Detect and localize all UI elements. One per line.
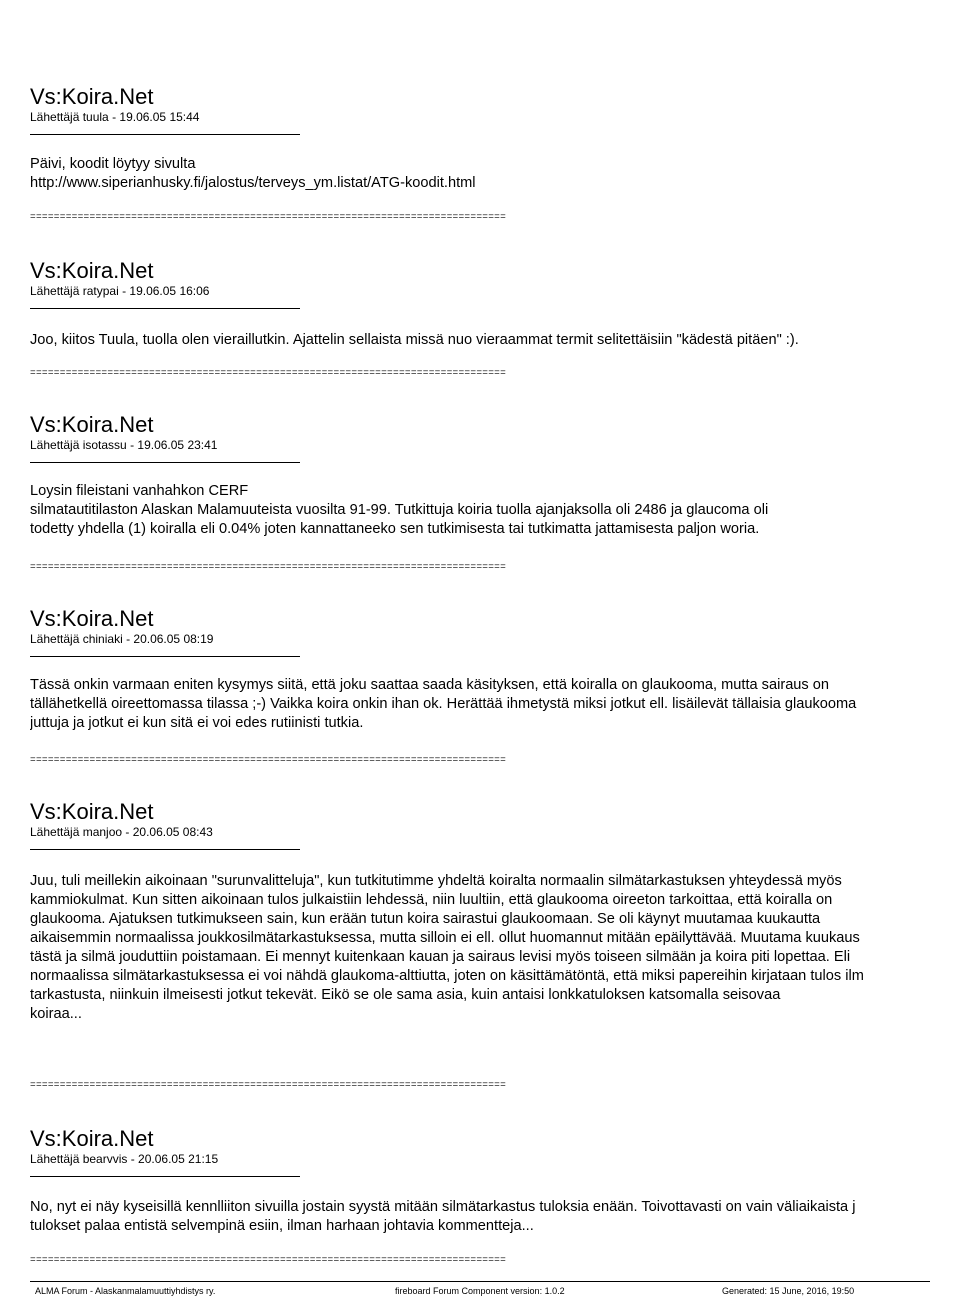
- separator: ================================================================================: [30, 561, 507, 572]
- separator: ================================================================================: [30, 754, 507, 765]
- footer-generated-date: Generated: 15 June, 2016, 19:50: [722, 1286, 855, 1296]
- post-title: Vs:Koira.Net: [30, 606, 154, 631]
- post-meta: Lähettäjä ratypai - 19.06.05 16:06: [30, 284, 210, 298]
- post-meta: Lähettäjä bearvvis - 20.06.05 21:15: [30, 1152, 219, 1166]
- post-line: tällähetkellä oireettomassa tilassa ;-) Vaikka koira onkin ihan ok. Herättää ihmetystä miksi jotkut ell. lisäilevät tällaisia glaukooma: [30, 696, 857, 712]
- post-line: glaukooma. Ajatuksen tutkimukseen sain, kun erään tutun koira sairastui glaukoomaan. Se oli käynyt muutamaa kuukautta: [30, 911, 821, 927]
- post-meta: Lähettäjä isotassu - 19.06.05 23:41: [30, 438, 218, 452]
- page-footer: [30, 1281, 930, 1296]
- post: [30, 1128, 960, 1236]
- post-body: [30, 676, 960, 733]
- post-line: tulokset palaa entistä selvempinä esiin, ilman harhaan johtavia kommentteja...: [30, 1218, 534, 1234]
- post-line: Juu, tuli meillekin aikoinaan "surunvalitteluja", kun tutkitutimme yhdeltä koiralta normaalin silmätarkastuksen yhteydessä myös: [30, 873, 842, 889]
- post-title: Vs:Koira.Net: [30, 258, 154, 283]
- post-line: Loysin fileistani vanhahkon CERF: [30, 483, 249, 499]
- post-line: No, nyt ei näy kyseisillä kennlliiton sivuilla jostain syystä mitään silmätarkastus tuloksia enään. Toivottavasti on vain väliaikaista j: [30, 1199, 856, 1215]
- footer-site-name: ALMA Forum - Alaskanmalamuuttiyhdistys ry.: [35, 1286, 216, 1296]
- post-line: tästä ja silmä jouduttiin poistamaan. Ei mennyt kuitenkaan kauan ja sairaus levisi myös toiseen silmään ja koira piti lopettaa. Eli: [30, 949, 851, 965]
- post-line: todetty yhdella (1) koiralla eli 0.04% joten kannattaneeko sen tutkimisesta tai tutkimatta jattamisesta paljon woria.: [30, 521, 760, 537]
- separator: ================================================================================: [30, 1254, 507, 1265]
- post-divider: [30, 462, 300, 463]
- post: [30, 801, 960, 1024]
- post-title: Vs:Koira.Net: [30, 1126, 154, 1151]
- post-line: Tässä onkin varmaan eniten kysymys siitä, että joku saattaa saada käsityksen, että koiralla on glaukooma, mutta sairaus on: [30, 677, 830, 693]
- post: [30, 414, 960, 539]
- post-divider: [30, 849, 300, 850]
- post-line: http://www.siperianhusky.fi/jalostus/terveys_ym.listat/ATG-koodit.html: [30, 175, 476, 191]
- post-divider: [30, 134, 300, 135]
- post-line: Joo, kiitos Tuula, tuolla olen vieraillutkin. Ajattelin sellaista missä nuo vieraammat termit selitettäisiin "kädestä pitäen" :).: [30, 332, 799, 348]
- post: [30, 86, 960, 193]
- post-title: Vs:Koira.Net: [30, 412, 154, 437]
- post-divider: [30, 1176, 300, 1177]
- post-title: Vs:Koira.Net: [30, 84, 154, 109]
- separator: ================================================================================: [30, 211, 507, 222]
- post-body: [30, 331, 960, 350]
- post-divider: [30, 308, 300, 309]
- post-line: kammiokulmat. Kun sitten aikoinaan tulos julkaistiin lehdessä, niin luultiin, että glaukooma oireeton tarkoittaa, että koiralla on: [30, 892, 833, 908]
- post-meta: Lähettäjä manjoo - 20.06.05 08:43: [30, 825, 213, 839]
- post: [30, 260, 960, 350]
- post-title: Vs:Koira.Net: [30, 799, 154, 824]
- post: [30, 608, 960, 733]
- footer-component-version: fireboard Forum Component version: 1.0.2: [395, 1286, 565, 1296]
- post-line: aikaisemmin normaalissa joukkosilmätarkastuksessa, mutta silloin ei ell. ollut huomannut mitään epäilyttävää. Muutama kuukaus: [30, 930, 860, 946]
- post-body: [30, 482, 960, 539]
- post-line: koiraa...: [30, 1006, 82, 1022]
- post-meta: Lähettäjä tuula - 19.06.05 15:44: [30, 110, 200, 124]
- post-meta: Lähettäjä chiniaki - 20.06.05 08:19: [30, 632, 214, 646]
- post-line: silmatautitilaston Alaskan Malamuuteista vuosilta 91-99. Tutkittuja koiria tuolla ajanjaksolla oli 2486 ja glaucoma oli: [30, 502, 769, 518]
- separator: ================================================================================: [30, 1079, 507, 1090]
- post-divider: [30, 656, 300, 657]
- post-body: [30, 1198, 960, 1236]
- post-line: tarkastusta, niinkuin ilmeisesti jotkut tekevät. Eikö se ole sama asia, kuin antaisi lonkkatuloksen katsomalla seisovaa: [30, 987, 781, 1003]
- post-line: Päivi, koodit löytyy sivulta: [30, 156, 196, 172]
- separator: ================================================================================: [30, 367, 507, 378]
- post-line: normaalissa silmätarkastuksessa ei voi nähdä glaukoma-alttiutta, joten on käsittämätöntä, että miksi papereihin kirjataan tulos ilm: [30, 968, 864, 984]
- post-body: [30, 872, 960, 1024]
- post-body: [30, 155, 960, 193]
- post-line: juttuja ja jotkut ei kun sitä ei voi edes rutiinisti tutkia.: [30, 715, 364, 731]
